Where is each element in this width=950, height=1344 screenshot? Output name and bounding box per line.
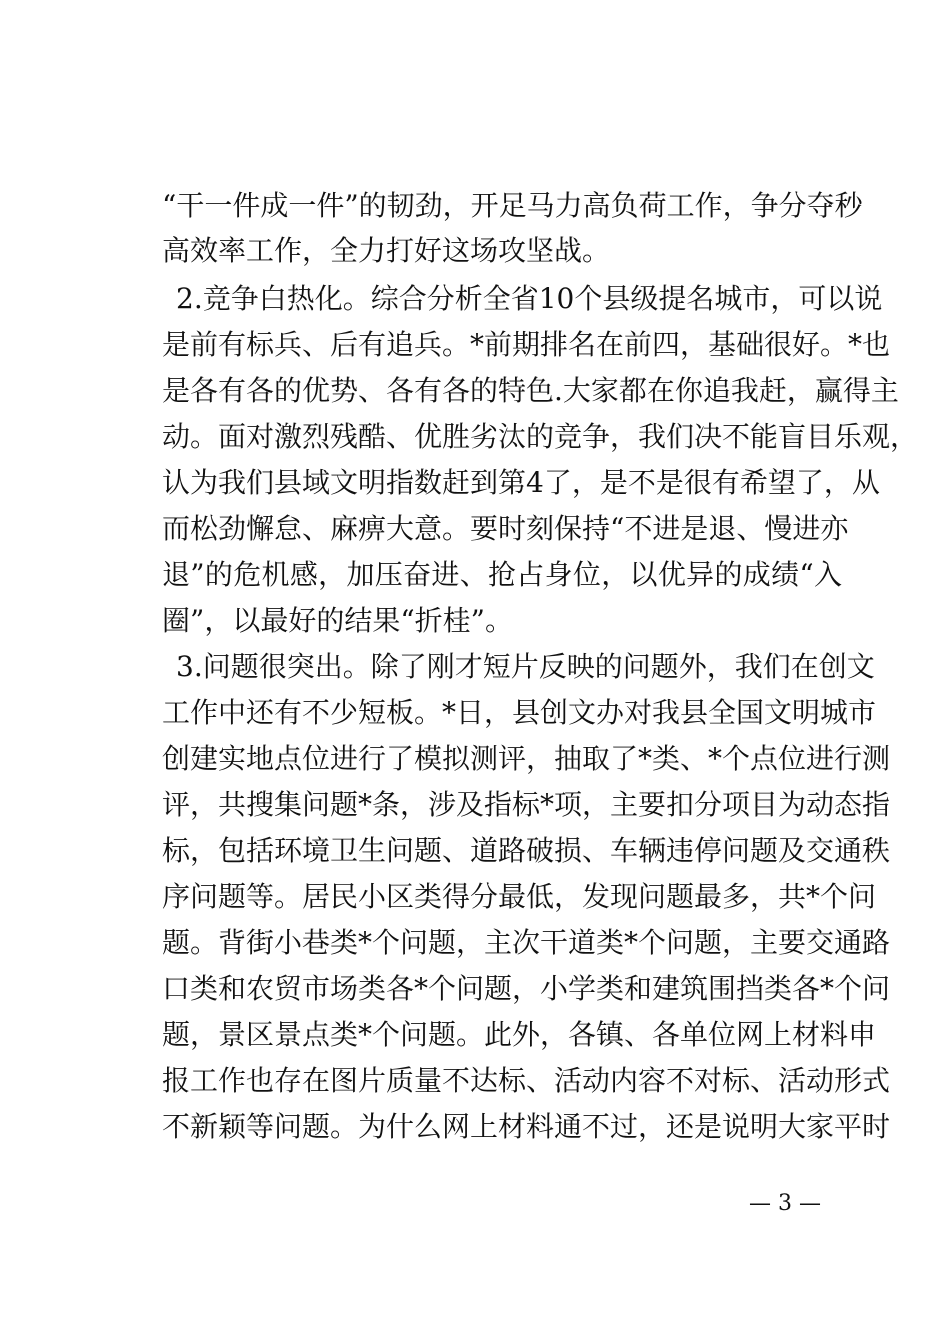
- paragraph-line: 是前有标兵、后有追兵。*前期排名在前四，基础很好。*也: [162, 328, 891, 361]
- paragraph-line: 工作中还有不少短板。*日，县创文办对我县全国文明城市: [162, 696, 877, 729]
- page-number: — 3 —: [749, 1191, 821, 1216]
- paragraph-line: 高效率工作，全力打好这场攻坚战。: [162, 234, 611, 267]
- paragraph-line: 题，景区景点类*个问题。此外，各镇、各单位网上材料申: [162, 1018, 877, 1051]
- paragraph-line: 评，共搜集问题*条，涉及指标*项，主要扣分项目为动态指: [162, 788, 891, 821]
- paragraph-line: 认为我们县域文明指数赶到第4了，是不是很有希望了，从: [162, 466, 880, 499]
- paragraph-line: 而松劲懈怠、麻痹大意。要时刻保持“不进是退、慢进亦: [162, 512, 849, 545]
- paragraph-line: 题。背街小巷类*个问题，主次干道类*个问题，主要交通路: [162, 926, 891, 959]
- paragraph-line: 不新颖等问题。为什么网上材料通不过，还是说明大家平时: [162, 1110, 891, 1143]
- paragraph-line: 标，包括环境卫生问题、道路破损、车辆违停问题及交通秩: [162, 834, 891, 867]
- paragraph-line: 报工作也存在图片质量不达标、活动内容不对标、活动形式: [162, 1064, 891, 1097]
- paragraph-line: 创建实地点位进行了模拟测评，抽取了*类、*个点位进行测: [162, 742, 891, 775]
- paragraph-line: 口类和农贸市场类各*个问题，小学类和建筑围挡类各*个问: [162, 972, 891, 1005]
- paragraph-line: 是各有各的优势、各有各的特色.大家都在你追我赶，赢得主: [162, 374, 899, 407]
- paragraph-line: 3.问题很突出。除了刚才短片反映的问题外，我们在创文: [176, 650, 875, 683]
- paragraph-line: 2.竞争白热化。综合分析全省10个县级提名城市，可以说: [176, 282, 883, 315]
- paragraph-line: 退”的危机感，加压奋进、抢占身位，以优异的成绩“入: [162, 558, 842, 591]
- paragraph-line: 序问题等。居民小区类得分最低，发现问题最多，共*个问: [162, 880, 877, 913]
- paragraph-line: 动。面对激烈残酷、优胜劣汰的竞争，我们决不能盲目乐观，: [162, 420, 919, 453]
- paragraph-line: 圈”，以最好的结果“折桂”。: [162, 604, 513, 637]
- paragraph-line: “干一件成一件”的韧劲，开足马力高负荷工作，争分夺秒: [162, 189, 863, 222]
